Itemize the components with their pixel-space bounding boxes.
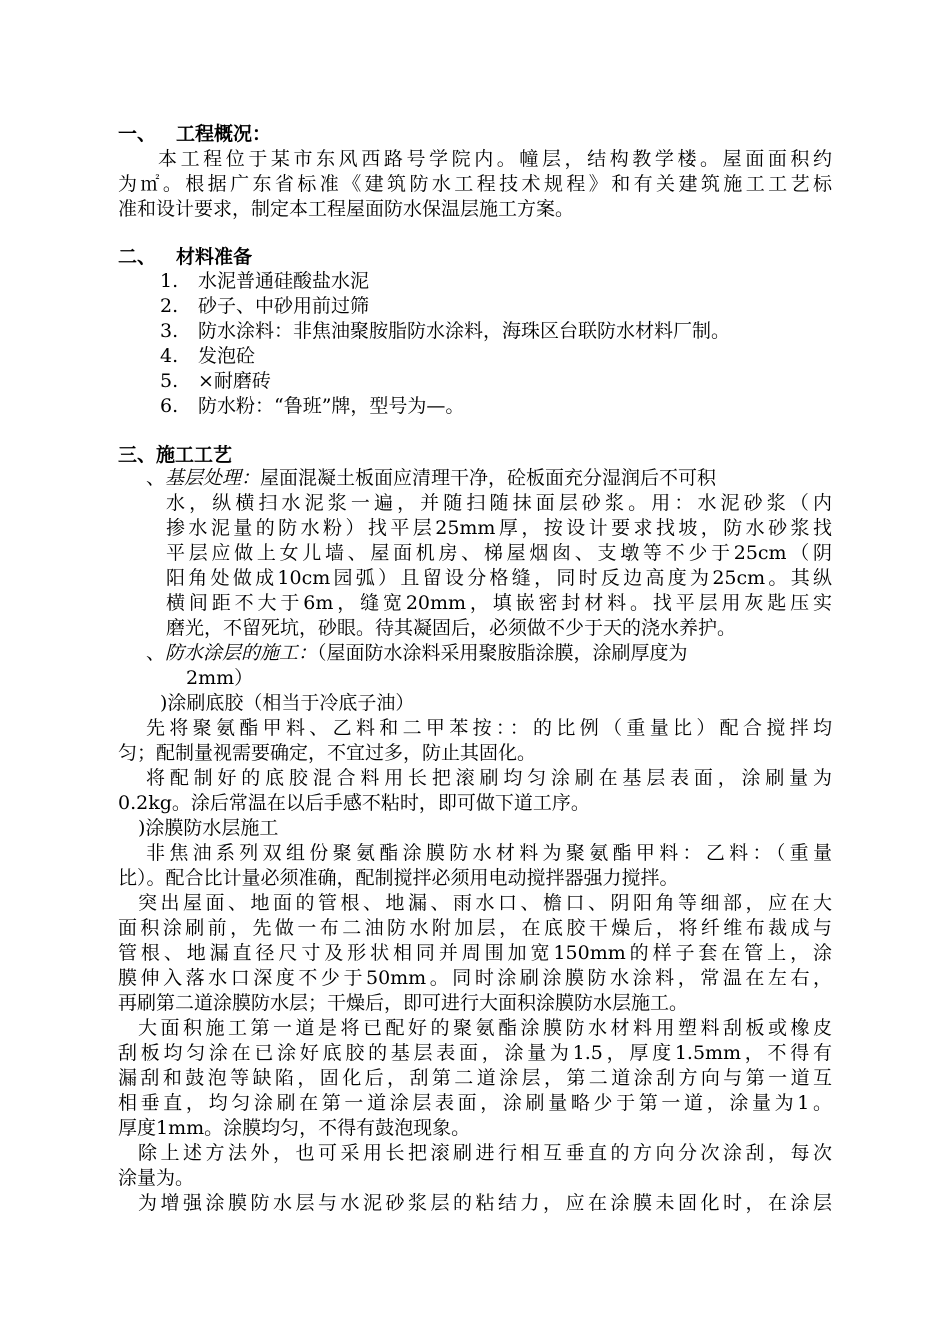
- paragraph-line: 刮板均匀涂在已涂好底胶的基层表面，涂量为1.5，厚度1.5mm，不得有: [118, 1042, 832, 1064]
- section-heading-3: 三、施工工艺: [118, 444, 233, 466]
- list-item-number: 3.: [160, 320, 179, 342]
- paragraph-line: 非焦油系列双组份聚氨酯涂膜防水材料为聚氨酯甲料：乙料：（重量: [146, 842, 832, 864]
- paragraph-line: 膜伸入落水口深度不少于50mm。同时涂刷涂膜防水涂料，常温在左右，: [118, 967, 832, 989]
- section-number: 二、: [118, 246, 157, 268]
- list-item-number: 2.: [160, 295, 179, 317]
- paragraph-line: 大面积施工第一道是将已配好的聚氨酯涂膜防水材料用塑料刮板或橡皮: [138, 1017, 832, 1039]
- paragraph-line: 匀；配制量视需要确定，不宜过多，防止其固化。: [118, 742, 537, 764]
- list-item-text: ×耐磨砖: [198, 370, 271, 392]
- section-title: 工程概况：: [176, 123, 272, 145]
- paragraph-line: 水，纵横扫水泥浆一遍，并随扫随抹面层砂浆。用：水泥砂浆（内: [166, 492, 832, 514]
- list-item-text: 防水涂料：非焦油聚胺脂防水涂料，海珠区台联防水材料厂制。: [198, 320, 731, 342]
- subsection-line: [146, 641, 688, 666]
- paragraph-line: 除上述方法外，也可采用长把滚刷进行相互垂直的方向分次涂刮，每次: [138, 1142, 832, 1164]
- list-item-text: 水泥普通硅酸盐水泥: [198, 270, 370, 292]
- subsection-heading: 基层处理：: [165, 467, 261, 489]
- list-item-number: 5.: [160, 370, 179, 392]
- paragraph-line: 准和设计要求，制定本工程屋面防水保温层施工方案。: [118, 198, 575, 220]
- paragraph-line: 涂量为。: [118, 1167, 195, 1189]
- list-item: [160, 369, 271, 394]
- paragraph-line: 突出屋面、地面的管根、地漏、雨水口、檐口、阴阳角等细部，应在大: [138, 892, 832, 914]
- paragraph-line: 相垂直，均匀涂刷在第一道涂层表面，涂刷量略少于第一道，涂量为1。: [118, 1092, 832, 1114]
- paragraph-line: 比）。配合比计量必须准确，配制搅拌必须用电动搅拌器强力搅拌。: [118, 867, 679, 889]
- list-item-number: 4.: [160, 345, 179, 367]
- paragraph-line: 管根、地漏直径尺寸及形状相同并周围加宽150mm的样子套在管上，涂: [118, 942, 832, 964]
- paragraph-line: 2mm）: [186, 667, 254, 689]
- paragraph-line: 横间距不大于6m，缝宽20mm，填嵌密封材料。找平层用灰匙压实: [166, 592, 832, 614]
- paragraph-line: 先将聚氨酯甲料、乙料和二甲苯按：：的比例（重量比）配合搅拌均: [146, 717, 832, 739]
- list-item: [160, 294, 369, 319]
- paragraph-line: 厚度1mm。涂膜均匀，不得有鼓泡现象。: [118, 1117, 471, 1139]
- paragraph-line: 0.2kg。涂后常温在以后手感不粘时，即可做下道工序。: [118, 792, 590, 814]
- paragraph-line: 平层应做上女儿墙、屋面机房、梯屋烟囱、支墩等不少于25cm（阴: [166, 542, 832, 564]
- subsection-heading: 防水涂层的施工：: [165, 642, 318, 664]
- subsection-text: （屋面防水涂料采用聚胺脂涂膜，涂刷厚度为: [317, 642, 688, 664]
- subsection-bullet: 、: [146, 467, 166, 489]
- paragraph-line: 为㎡。根据广东省标准《建筑防水工程技术规程》和有关建筑施工工艺标: [118, 173, 832, 195]
- section-title: 材料准备: [176, 246, 253, 268]
- section-heading-2: [118, 245, 252, 270]
- paragraph-line: 磨光，不留死坑，砂眼。待其凝固后，必须做不少于天的浇水养护。: [166, 617, 737, 639]
- paragraph-line: 面积涂刷前，先做一布二油防水附加层，在底胶干燥后，将纤维布裁成与: [118, 917, 832, 939]
- list-item-number: 6.: [160, 395, 179, 417]
- subsection-line: [146, 466, 716, 491]
- section-heading-1: [118, 122, 271, 147]
- paragraph-line: 再刷第二道涂膜防水层；干燥后，即可进行大面积涂膜防水层施工。: [118, 992, 689, 1014]
- section-number: 一、: [118, 123, 157, 145]
- list-item-number: 1.: [160, 270, 179, 292]
- list-item: [160, 319, 730, 344]
- subsection-text: 屋面混凝土板面应清理干净，砼板面充分湿润后不可积: [260, 467, 717, 489]
- paragraph-line: 漏刮和鼓泡等缺陷，固化后，刮第二道涂层，第二道涂刮方向与第一道互: [118, 1067, 832, 1089]
- paragraph-line: 本工程位于某市东风西路号学院内。幢层，结构教学楼。屋面面积约: [158, 148, 832, 170]
- list-item: [160, 344, 255, 369]
- paragraph-line: 为增强涂膜防水层与水泥砂浆层的粘结力，应在涂膜未固化时，在涂层: [138, 1192, 832, 1214]
- paragraph-line: 阳角处做成10cm园弧）且留设分格缝，同时反边高度为25cm。其纵: [166, 567, 832, 589]
- list-item: [160, 394, 464, 419]
- step-heading: )涂膜防水层施工: [138, 817, 279, 839]
- paragraph-line: 掺水泥量的防水粉）找平层25mm厚，按设计要求找坡，防水砂浆找: [166, 517, 832, 539]
- step-heading: )涂刷底胶（相当于冷底子油）: [160, 692, 415, 714]
- subsection-bullet: 、: [146, 642, 166, 664]
- paragraph-line: 将配制好的底胶混合料用长把滚刷均匀涂刷在基层表面，涂刷量为: [146, 767, 832, 789]
- list-item-text: 防水粉：“鲁班”牌，型号为—。: [198, 395, 465, 417]
- list-item-text: 砂子、中砂用前过筛: [198, 295, 370, 317]
- list-item: [160, 269, 369, 294]
- list-item-text: 发泡砼: [198, 345, 256, 367]
